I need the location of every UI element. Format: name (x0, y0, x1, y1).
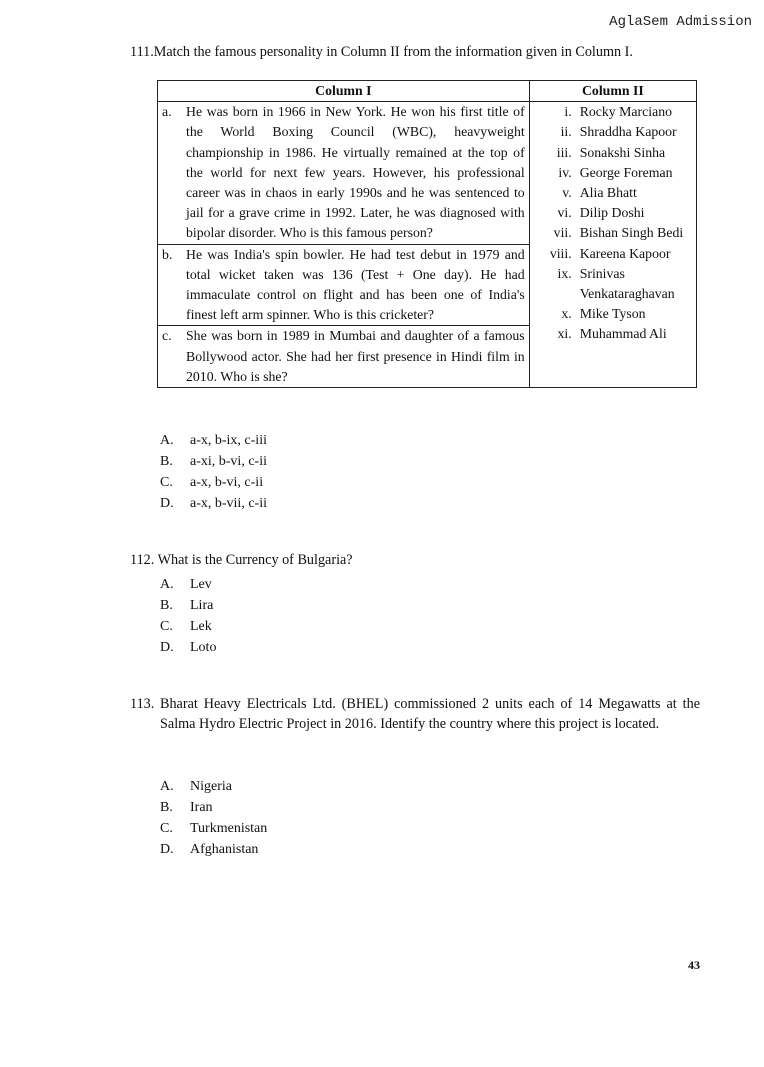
page-number: 43 (688, 958, 700, 972)
column-2-item: x. Mike Tyson (561, 306, 646, 322)
match-table (157, 80, 697, 388)
column-2-item: iv. George Foreman (558, 164, 673, 180)
column-2-item: v. Alia Bhatt (562, 185, 637, 201)
question-111 (130, 42, 684, 511)
option-b: B. Lira (160, 598, 214, 613)
option-a: A. Nigeria (160, 779, 232, 794)
question-113 (130, 694, 700, 857)
column-2-item: vi. Dilip Doshi (557, 205, 645, 221)
row-text: He was born in 1966 in New York. He won his first title of the World Boxing Council (WBC), heavyweight championship in 1986. He virtually remained at the top of the world for next few years. However, his professional career was in chaos in early 1990s and he was sentenced to jail for a grave crime in 1992. Later, he was diagnosed with bipolar disorder. Who is this famous person? (186, 104, 525, 241)
column-2-header: Column II (529, 81, 696, 102)
option-a: A. a-x, b-ix, c-iii (160, 433, 267, 448)
question-112-options (160, 574, 216, 658)
row-label: a. (162, 104, 172, 120)
option-b: B. a-xi, b-vi, c-ii (160, 454, 267, 469)
option-d: D. Afghanistan (160, 842, 259, 857)
row-label: c. (162, 328, 172, 344)
column-2-item: vii. Bishan Singh Bedi (553, 225, 684, 241)
column-2-item: xi. Muhammad Ali (557, 326, 667, 342)
option-a: A. Lev (160, 577, 212, 592)
row-text: She was born in 1989 in Mumbai and daughter of a famous Bollywood actor. She had her first presence in Hindi film in 2010. Who is she? (186, 328, 525, 384)
question-112 (130, 550, 353, 655)
column-2-list (529, 102, 696, 388)
question-112-stem: 112. What is the Currency of Bulgaria? (130, 552, 353, 568)
column-2-item: ii. Shraddha Kapoor (560, 124, 677, 140)
option-c: C. Lek (160, 619, 212, 634)
column-1-header: Column I (158, 81, 530, 102)
column-2-item: i. Rocky Marciano (564, 104, 673, 120)
column-1-row-c (158, 326, 530, 388)
column-1-row-b (158, 244, 530, 326)
question-113-number: 113. (130, 696, 155, 712)
option-c: C. a-x, b-vi, c-ii (160, 475, 264, 490)
question-113-text: Bharat Heavy Electricals Ltd. (BHEL) commissioned 2 units each of 14 Megawatts at the Salma Hydro Electric Project in 2016. Identify the country where this project is located. (160, 696, 700, 732)
column-2-item: viii. Kareena Kapoor (549, 245, 671, 261)
question-113-stem (130, 694, 700, 734)
column-2-item: iii. Sonakshi Sinha (556, 144, 666, 160)
watermark: AglaSem Admission (609, 14, 752, 30)
option-c: C. Turkmenistan (160, 821, 268, 836)
option-b: B. Iran (160, 800, 213, 815)
option-d: D. a-x, b-vii, c-ii (160, 496, 267, 511)
question-111-stem: 111.Match the famous personality in Column II from the information given in Column I. (130, 44, 633, 60)
option-d: D. Loto (160, 640, 217, 655)
column-2-item: ix. Srinivas Venkataraghavan (557, 265, 675, 302)
row-label: b. (162, 246, 173, 262)
row-text: He was India's spin bowler. He had test debut in 1979 and total wicket taken was 136 (Test + One day). He had immaculate control on flight and has been one of India's finest left arm spinner. Who is this cricketer? (186, 246, 525, 323)
question-111-options (160, 430, 267, 514)
column-1-row-a (158, 102, 530, 244)
question-113-options (160, 776, 267, 860)
